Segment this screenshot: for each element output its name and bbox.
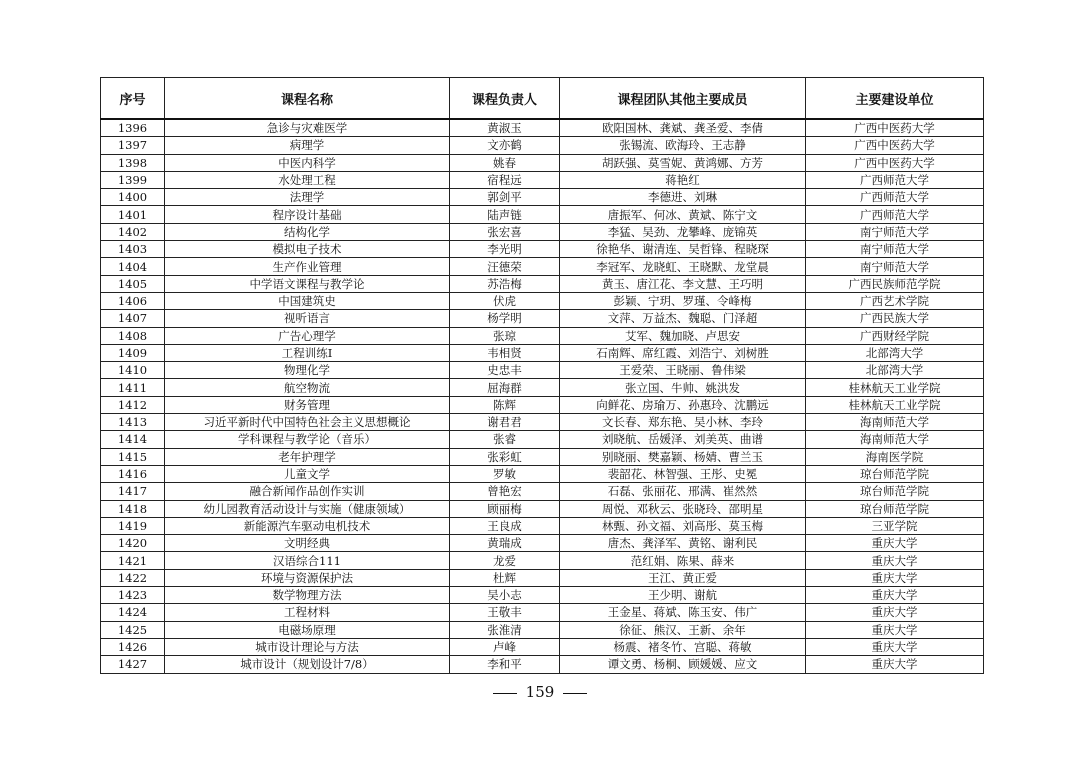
cell-course-name: 工程材料 [165,604,450,621]
table-row [101,189,984,206]
cell-team-members: 李猛、吴劲、龙攀峰、庞锦英 [560,223,806,240]
table-row [101,465,984,482]
table-row [101,258,984,275]
table-row [101,604,984,621]
cell-serial-number: 1397 [101,137,165,154]
cell-course-name: 文明经典 [165,535,450,552]
cell-team-members: 张锡流、欧海玲、王志静 [560,137,806,154]
cell-course-name: 水处理工程 [165,171,450,188]
table-row [101,535,984,552]
header-course-leader: 课程负责人 [450,78,560,120]
course-table [100,77,984,674]
table-row [101,396,984,413]
cell-team-members: 唐振军、何冰、黄斌、陈宁文 [560,206,806,223]
table-row [101,483,984,500]
cell-team-members: 李冠军、龙晓虹、王晓默、龙堂晨 [560,258,806,275]
cell-serial-number: 1401 [101,206,165,223]
cell-team-members: 刘晓航、岳媛泽、刘美英、曲谱 [560,431,806,448]
cell-team-members: 欧阳国林、龚斌、龚圣爱、李倩 [560,119,806,137]
header-team-members: 课程团队其他主要成员 [560,78,806,120]
cell-serial-number: 1396 [101,119,165,137]
cell-course-name: 视听语言 [165,310,450,327]
cell-course-leader: 谢君君 [450,414,560,431]
cell-team-members: 别晓丽、樊嘉颖、杨婧、曹兰玉 [560,448,806,465]
cell-course-name: 法理学 [165,189,450,206]
cell-team-members: 张立国、牛帅、姚洪发 [560,379,806,396]
cell-team-members: 王少明、谢航 [560,587,806,604]
cell-team-members: 胡跃强、莫雪妮、黄鸿娜、方芳 [560,154,806,171]
cell-team-members: 王爱荣、王晓丽、鲁伟梁 [560,362,806,379]
cell-team-members: 徐艳华、谢清连、吴哲锋、程晓琛 [560,241,806,258]
cell-institution: 广西民族大学 [806,310,984,327]
cell-course-leader: 李和平 [450,656,560,673]
cell-course-leader: 吴小志 [450,587,560,604]
cell-course-leader: 张宏喜 [450,223,560,240]
cell-course-leader: 顾丽梅 [450,500,560,517]
cell-course-name: 急诊与灾难医学 [165,119,450,137]
cell-course-leader: 王敬丰 [450,604,560,621]
cell-institution: 广西中医药大学 [806,137,984,154]
cell-course-name: 幼儿园教育活动设计与实施（健康领域） [165,500,450,517]
cell-course-name: 物理化学 [165,362,450,379]
cell-serial-number: 1421 [101,552,165,569]
cell-course-name: 财务管理 [165,396,450,413]
cell-course-name: 工程训练Ⅰ [165,344,450,361]
cell-team-members: 文长春、郑东艳、吴小林、李玲 [560,414,806,431]
cell-course-name: 中医内科学 [165,154,450,171]
cell-serial-number: 1398 [101,154,165,171]
table-row [101,362,984,379]
cell-course-name: 数学物理方法 [165,587,450,604]
cell-course-leader: 李光明 [450,241,560,258]
cell-institution: 广西财经学院 [806,327,984,344]
cell-course-name: 生产作业管理 [165,258,450,275]
cell-course-leader: 苏浩梅 [450,275,560,292]
cell-course-name: 学科课程与教学论（音乐） [165,431,450,448]
table-row [101,431,984,448]
cell-institution: 广西中医药大学 [806,119,984,137]
cell-course-name: 环境与资源保护法 [165,569,450,586]
cell-serial-number: 1413 [101,414,165,431]
cell-course-leader: 史忠丰 [450,362,560,379]
cell-institution: 琼台师范学院 [806,483,984,500]
cell-course-leader: 文亦鹤 [450,137,560,154]
cell-serial-number: 1415 [101,448,165,465]
cell-institution: 琼台师范学院 [806,465,984,482]
table-row [101,500,984,517]
cell-course-name: 城市设计（规划设计7/8） [165,656,450,673]
cell-team-members: 谭文勇、杨桐、顾媛媛、应文 [560,656,806,673]
cell-team-members: 石磊、张丽花、邢满、崔然然 [560,483,806,500]
cell-institution: 北部湾大学 [806,362,984,379]
table-row [101,569,984,586]
cell-team-members: 王金星、蒋斌、陈玉安、伟广 [560,604,806,621]
cell-institution: 广西师范大学 [806,189,984,206]
cell-institution: 重庆大学 [806,587,984,604]
cell-team-members: 石南辉、席红霞、刘浩宁、刘树胜 [560,344,806,361]
cell-serial-number: 1408 [101,327,165,344]
cell-team-members: 彭颖、宁玥、罗瑾、令峰梅 [560,292,806,309]
cell-institution: 重庆大学 [806,621,984,638]
cell-serial-number: 1402 [101,223,165,240]
cell-institution: 重庆大学 [806,638,984,655]
cell-team-members: 周悦、邓秋云、张晓玲、邵明星 [560,500,806,517]
cell-serial-number: 1422 [101,569,165,586]
table-row [101,621,984,638]
cell-course-leader: 龙爱 [450,552,560,569]
table-row [101,587,984,604]
cell-course-leader: 宿程远 [450,171,560,188]
cell-serial-number: 1404 [101,258,165,275]
table-row [101,552,984,569]
table-row [101,292,984,309]
cell-course-name: 病理学 [165,137,450,154]
cell-course-name: 融合新闻作品创作实训 [165,483,450,500]
header-institution: 主要建设单位 [806,78,984,120]
header-course-name: 课程名称 [165,78,450,120]
cell-serial-number: 1418 [101,500,165,517]
cell-team-members: 蒋艳红 [560,171,806,188]
cell-course-name: 模拟电子技术 [165,241,450,258]
cell-course-leader: 杨学明 [450,310,560,327]
cell-serial-number: 1405 [101,275,165,292]
cell-course-name: 儿童文学 [165,465,450,482]
table-row [101,171,984,188]
cell-course-leader: 罗敏 [450,465,560,482]
table-row [101,154,984,171]
page-number-text: 159 [525,683,555,701]
cell-institution: 北部湾大学 [806,344,984,361]
cell-serial-number: 1419 [101,517,165,534]
cell-institution: 三亚学院 [806,517,984,534]
cell-team-members: 范红娟、陈果、薛来 [560,552,806,569]
cell-team-members: 黄玉、唐江花、李文慧、王巧明 [560,275,806,292]
cell-institution: 海南师范大学 [806,431,984,448]
cell-serial-number: 1417 [101,483,165,500]
cell-serial-number: 1411 [101,379,165,396]
cell-course-leader: 陆声链 [450,206,560,223]
cell-institution: 广西中医药大学 [806,154,984,171]
cell-course-leader: 屈海群 [450,379,560,396]
cell-course-name: 老年护理学 [165,448,450,465]
cell-team-members: 王江、黄正爱 [560,569,806,586]
cell-institution: 桂林航天工业学院 [806,379,984,396]
cell-team-members: 裴韶花、林智强、王彤、史冕 [560,465,806,482]
cell-serial-number: 1406 [101,292,165,309]
cell-team-members: 李德进、刘琳 [560,189,806,206]
table-row [101,206,984,223]
cell-team-members: 文萍、万益杰、魏聪、门泽超 [560,310,806,327]
cell-course-name: 结构化学 [165,223,450,240]
table-row [101,327,984,344]
cell-institution: 重庆大学 [806,656,984,673]
cell-course-name: 中国建筑史 [165,292,450,309]
cell-course-leader: 王良成 [450,517,560,534]
cell-course-leader: 张淮清 [450,621,560,638]
cell-serial-number: 1420 [101,535,165,552]
cell-institution: 广西艺术学院 [806,292,984,309]
table-row [101,223,984,240]
cell-course-leader: 杜辉 [450,569,560,586]
cell-institution: 南宁师范大学 [806,258,984,275]
cell-serial-number: 1407 [101,310,165,327]
table-row [101,119,984,137]
cell-course-name: 广告心理学 [165,327,450,344]
cell-institution: 广西师范大学 [806,171,984,188]
cell-course-name: 城市设计理论与方法 [165,638,450,655]
table-body [101,119,984,673]
cell-course-leader: 曾艳宏 [450,483,560,500]
table-row [101,275,984,292]
cell-course-name: 中学语文课程与教学论 [165,275,450,292]
cell-course-leader: 黄瑞成 [450,535,560,552]
cell-serial-number: 1416 [101,465,165,482]
cell-course-name: 习近平新时代中国特色社会主义思想概论 [165,414,450,431]
cell-serial-number: 1427 [101,656,165,673]
cell-course-name: 航空物流 [165,379,450,396]
cell-serial-number: 1409 [101,344,165,361]
table-row [101,656,984,673]
cell-course-leader: 黄淑玉 [450,119,560,137]
cell-course-leader: 韦相贤 [450,344,560,361]
cell-serial-number: 1425 [101,621,165,638]
cell-institution: 重庆大学 [806,535,984,552]
table-row [101,448,984,465]
cell-serial-number: 1400 [101,189,165,206]
table-row [101,310,984,327]
cell-serial-number: 1403 [101,241,165,258]
cell-serial-number: 1426 [101,638,165,655]
page-number-dash-left [493,693,517,694]
cell-institution: 海南师范大学 [806,414,984,431]
table-row [101,137,984,154]
cell-institution: 南宁师范大学 [806,241,984,258]
table-row [101,241,984,258]
cell-team-members: 艾军、魏加晓、卢思安 [560,327,806,344]
cell-serial-number: 1414 [101,431,165,448]
page-number [0,683,1080,701]
cell-institution: 海南医学院 [806,448,984,465]
cell-institution: 重庆大学 [806,569,984,586]
table-header-row [101,78,984,120]
cell-course-name: 电磁场原理 [165,621,450,638]
cell-course-name: 汉语综合111 [165,552,450,569]
table-row [101,414,984,431]
cell-team-members: 徐征、熊汉、王新、余年 [560,621,806,638]
cell-serial-number: 1410 [101,362,165,379]
cell-course-leader: 张彩虹 [450,448,560,465]
table-row [101,638,984,655]
cell-institution: 南宁师范大学 [806,223,984,240]
cell-serial-number: 1423 [101,587,165,604]
cell-team-members: 唐杰、龚泽军、黄铭、谢利民 [560,535,806,552]
cell-course-leader: 汪德荣 [450,258,560,275]
cell-institution: 桂林航天工业学院 [806,396,984,413]
cell-course-name: 新能源汽车驱动电机技术 [165,517,450,534]
cell-course-leader: 姚春 [450,154,560,171]
table-row [101,379,984,396]
cell-serial-number: 1424 [101,604,165,621]
cell-course-leader: 陈辉 [450,396,560,413]
cell-team-members: 林甄、孙文福、刘高彤、莫玉梅 [560,517,806,534]
cell-serial-number: 1412 [101,396,165,413]
cell-course-leader: 伏虎 [450,292,560,309]
cell-team-members: 杨震、褚冬竹、宫聪、蒋敏 [560,638,806,655]
cell-institution: 琼台师范学院 [806,500,984,517]
table-row [101,517,984,534]
cell-institution: 重庆大学 [806,604,984,621]
cell-institution: 重庆大学 [806,552,984,569]
cell-serial-number: 1399 [101,171,165,188]
cell-course-leader: 郭剑平 [450,189,560,206]
header-serial-number: 序号 [101,78,165,120]
cell-course-leader: 张睿 [450,431,560,448]
cell-institution: 广西民族师范学院 [806,275,984,292]
table-row [101,344,984,361]
cell-course-leader: 张琼 [450,327,560,344]
cell-course-leader: 卢峰 [450,638,560,655]
cell-course-name: 程序设计基础 [165,206,450,223]
page-number-dash-right [563,693,587,694]
cell-team-members: 向鲜花、房瑜万、孙惠玲、沈鹏远 [560,396,806,413]
cell-institution: 广西师范大学 [806,206,984,223]
